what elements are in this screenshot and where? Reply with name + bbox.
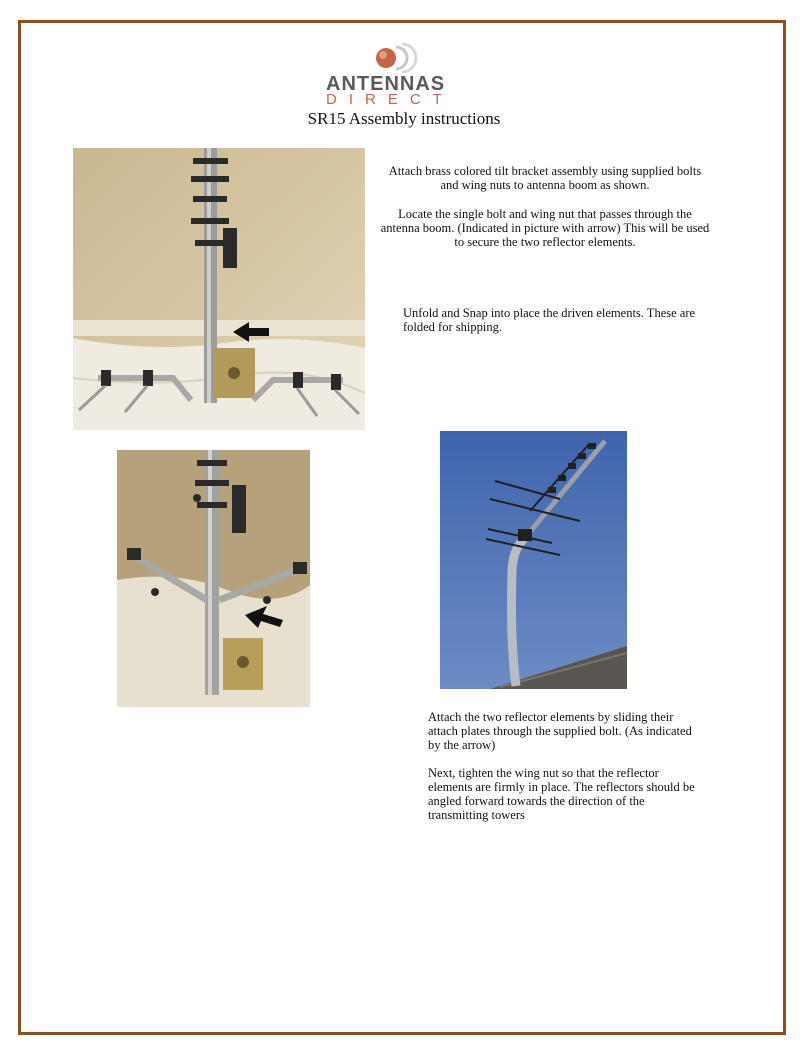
logo-word-antennas: ANTENNAS (326, 73, 446, 95)
page-title: SR15 Assembly instructions (307, 109, 501, 128)
tilt-bracket-photo (73, 148, 365, 430)
installed-antenna-photo (440, 431, 627, 689)
step-locate-bolt-text: Locate the single bolt and wing nut that passes through the antenna boom. (Indicated in picture with arrow) This will be used to secure the two reflector elements. (380, 207, 710, 249)
step-tighten-text: Next, tighten the wing nut so that the reflector elements are firmly in place. The reflectors should be angled forward towards the direction of the transmitting towers (428, 766, 695, 822)
step-attach-reflectors-text: Attach the two reflector elements by sliding their attach plates through the supplied bolt. (As indicated by the arrow) (428, 710, 692, 752)
step-tilt-bracket-text: Attach brass colored tilt bracket assembly using supplied bolts and wing nuts to antenna boom as shown. (388, 164, 702, 192)
step-unfold-text: Unfold and Snap into place the driven elements. These are folded for shipping. (403, 306, 696, 334)
logo-mark-icon (320, 40, 485, 76)
antennas-direct-logo (320, 40, 485, 110)
logo-word-direct: DIRECT (326, 91, 454, 108)
reflector-attach-photo (117, 450, 310, 707)
